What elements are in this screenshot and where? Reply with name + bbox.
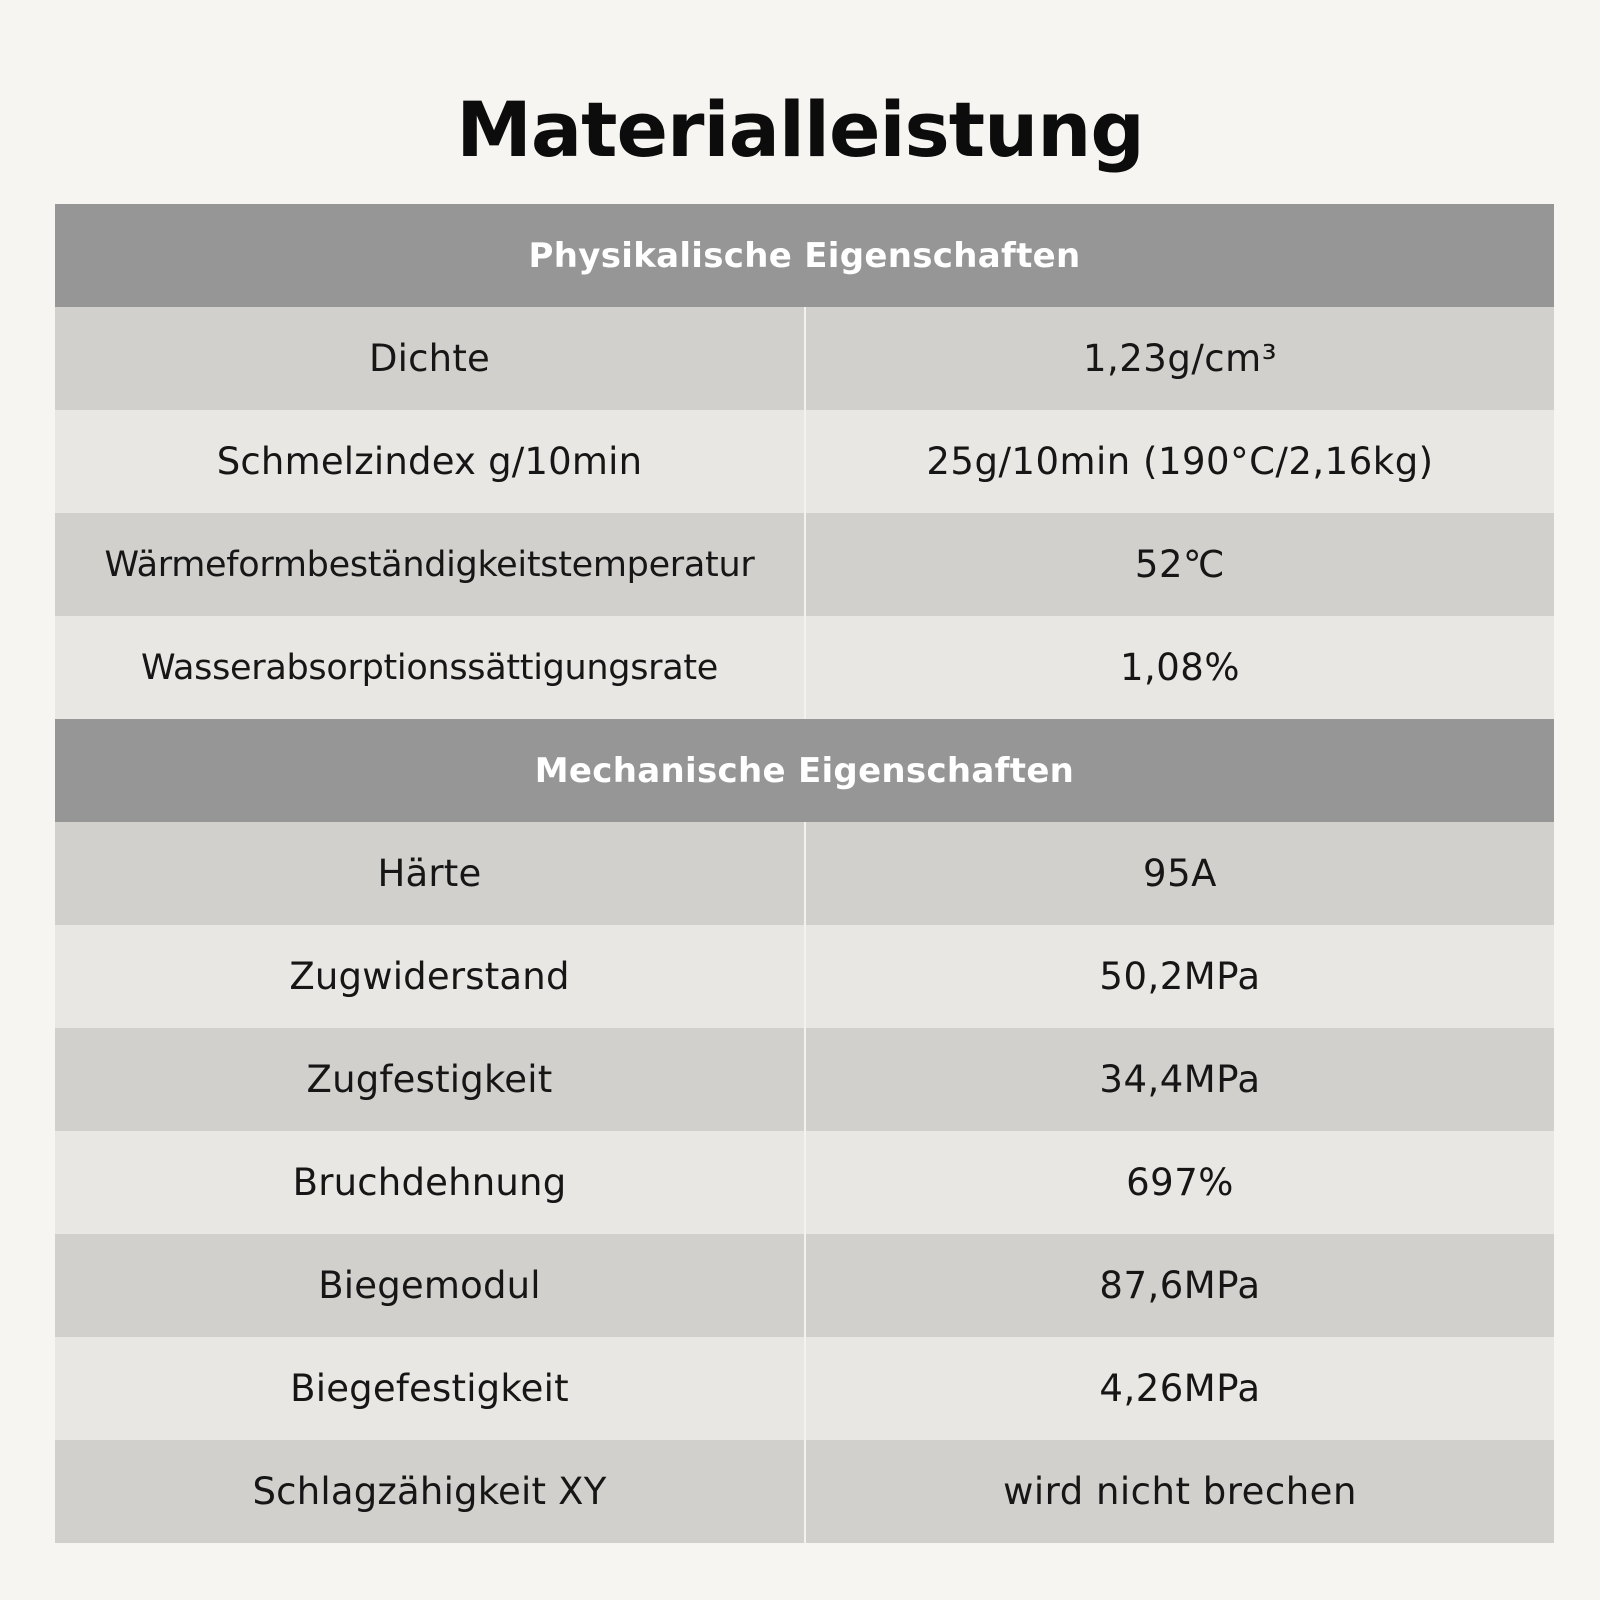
property-label-flexural-modulus: Biegemodul — [55, 1234, 806, 1337]
property-label-heat-deflection: Wärmeformbeständigkeitstemperatur — [55, 513, 806, 616]
table-row — [55, 822, 1554, 925]
table-row — [55, 307, 1554, 410]
property-value-melt-index: 25g/10min (190°C/2,16kg) — [926, 440, 1434, 483]
section-header-physical: Physikalische Eigenschaften — [55, 204, 1554, 307]
property-value-flexural-strength: 4,26MPa — [1099, 1367, 1261, 1410]
property-value-elongation-at-break: 697% — [1126, 1161, 1234, 1204]
property-label-density: Dichte — [55, 307, 806, 410]
property-label-water-absorption: Wasserabsorptionssättigungsrate — [55, 616, 806, 719]
table-row — [55, 513, 1554, 616]
property-label-melt-index: Schmelzindex g/10min — [55, 410, 806, 513]
table-row — [55, 1440, 1554, 1543]
page-title: Materialleistung — [456, 85, 1144, 174]
property-label-tensile-strength: Zugfestigkeit — [55, 1028, 806, 1131]
property-value-heat-deflection: 52℃ — [1134, 543, 1226, 586]
table-row — [55, 925, 1554, 1028]
property-value-water-absorption: 1,08% — [1119, 646, 1241, 689]
table-row — [55, 410, 1554, 513]
table-row — [55, 616, 1554, 719]
property-value-tensile-strength: 34,4MPa — [1099, 1058, 1261, 1101]
property-value-density: 1,23g/cm³ — [1082, 337, 1278, 380]
property-value-tensile-resistance: 50,2MPa — [1099, 955, 1261, 998]
table-row — [55, 1337, 1554, 1440]
property-label-flexural-strength: Biegefestigkeit — [55, 1337, 806, 1440]
property-value-flexural-modulus: 87,6MPa — [1099, 1264, 1261, 1307]
table-row — [55, 1234, 1554, 1337]
property-label-tensile-resistance: Zugwiderstand — [55, 925, 806, 1028]
table-row — [55, 1131, 1554, 1234]
material-spec-table — [55, 204, 1554, 1543]
property-label-elongation-at-break: Bruchdehnung — [55, 1131, 806, 1234]
property-label-hardness: Härte — [55, 822, 806, 925]
property-label-impact-toughness: Schlagzähigkeit XY — [55, 1440, 806, 1543]
table-row — [55, 1028, 1554, 1131]
section-header-mechanical: Mechanische Eigenschaften — [55, 719, 1554, 822]
property-value-impact-toughness: wird nicht brechen — [1003, 1470, 1357, 1513]
property-value-hardness: 95A — [1143, 852, 1217, 895]
